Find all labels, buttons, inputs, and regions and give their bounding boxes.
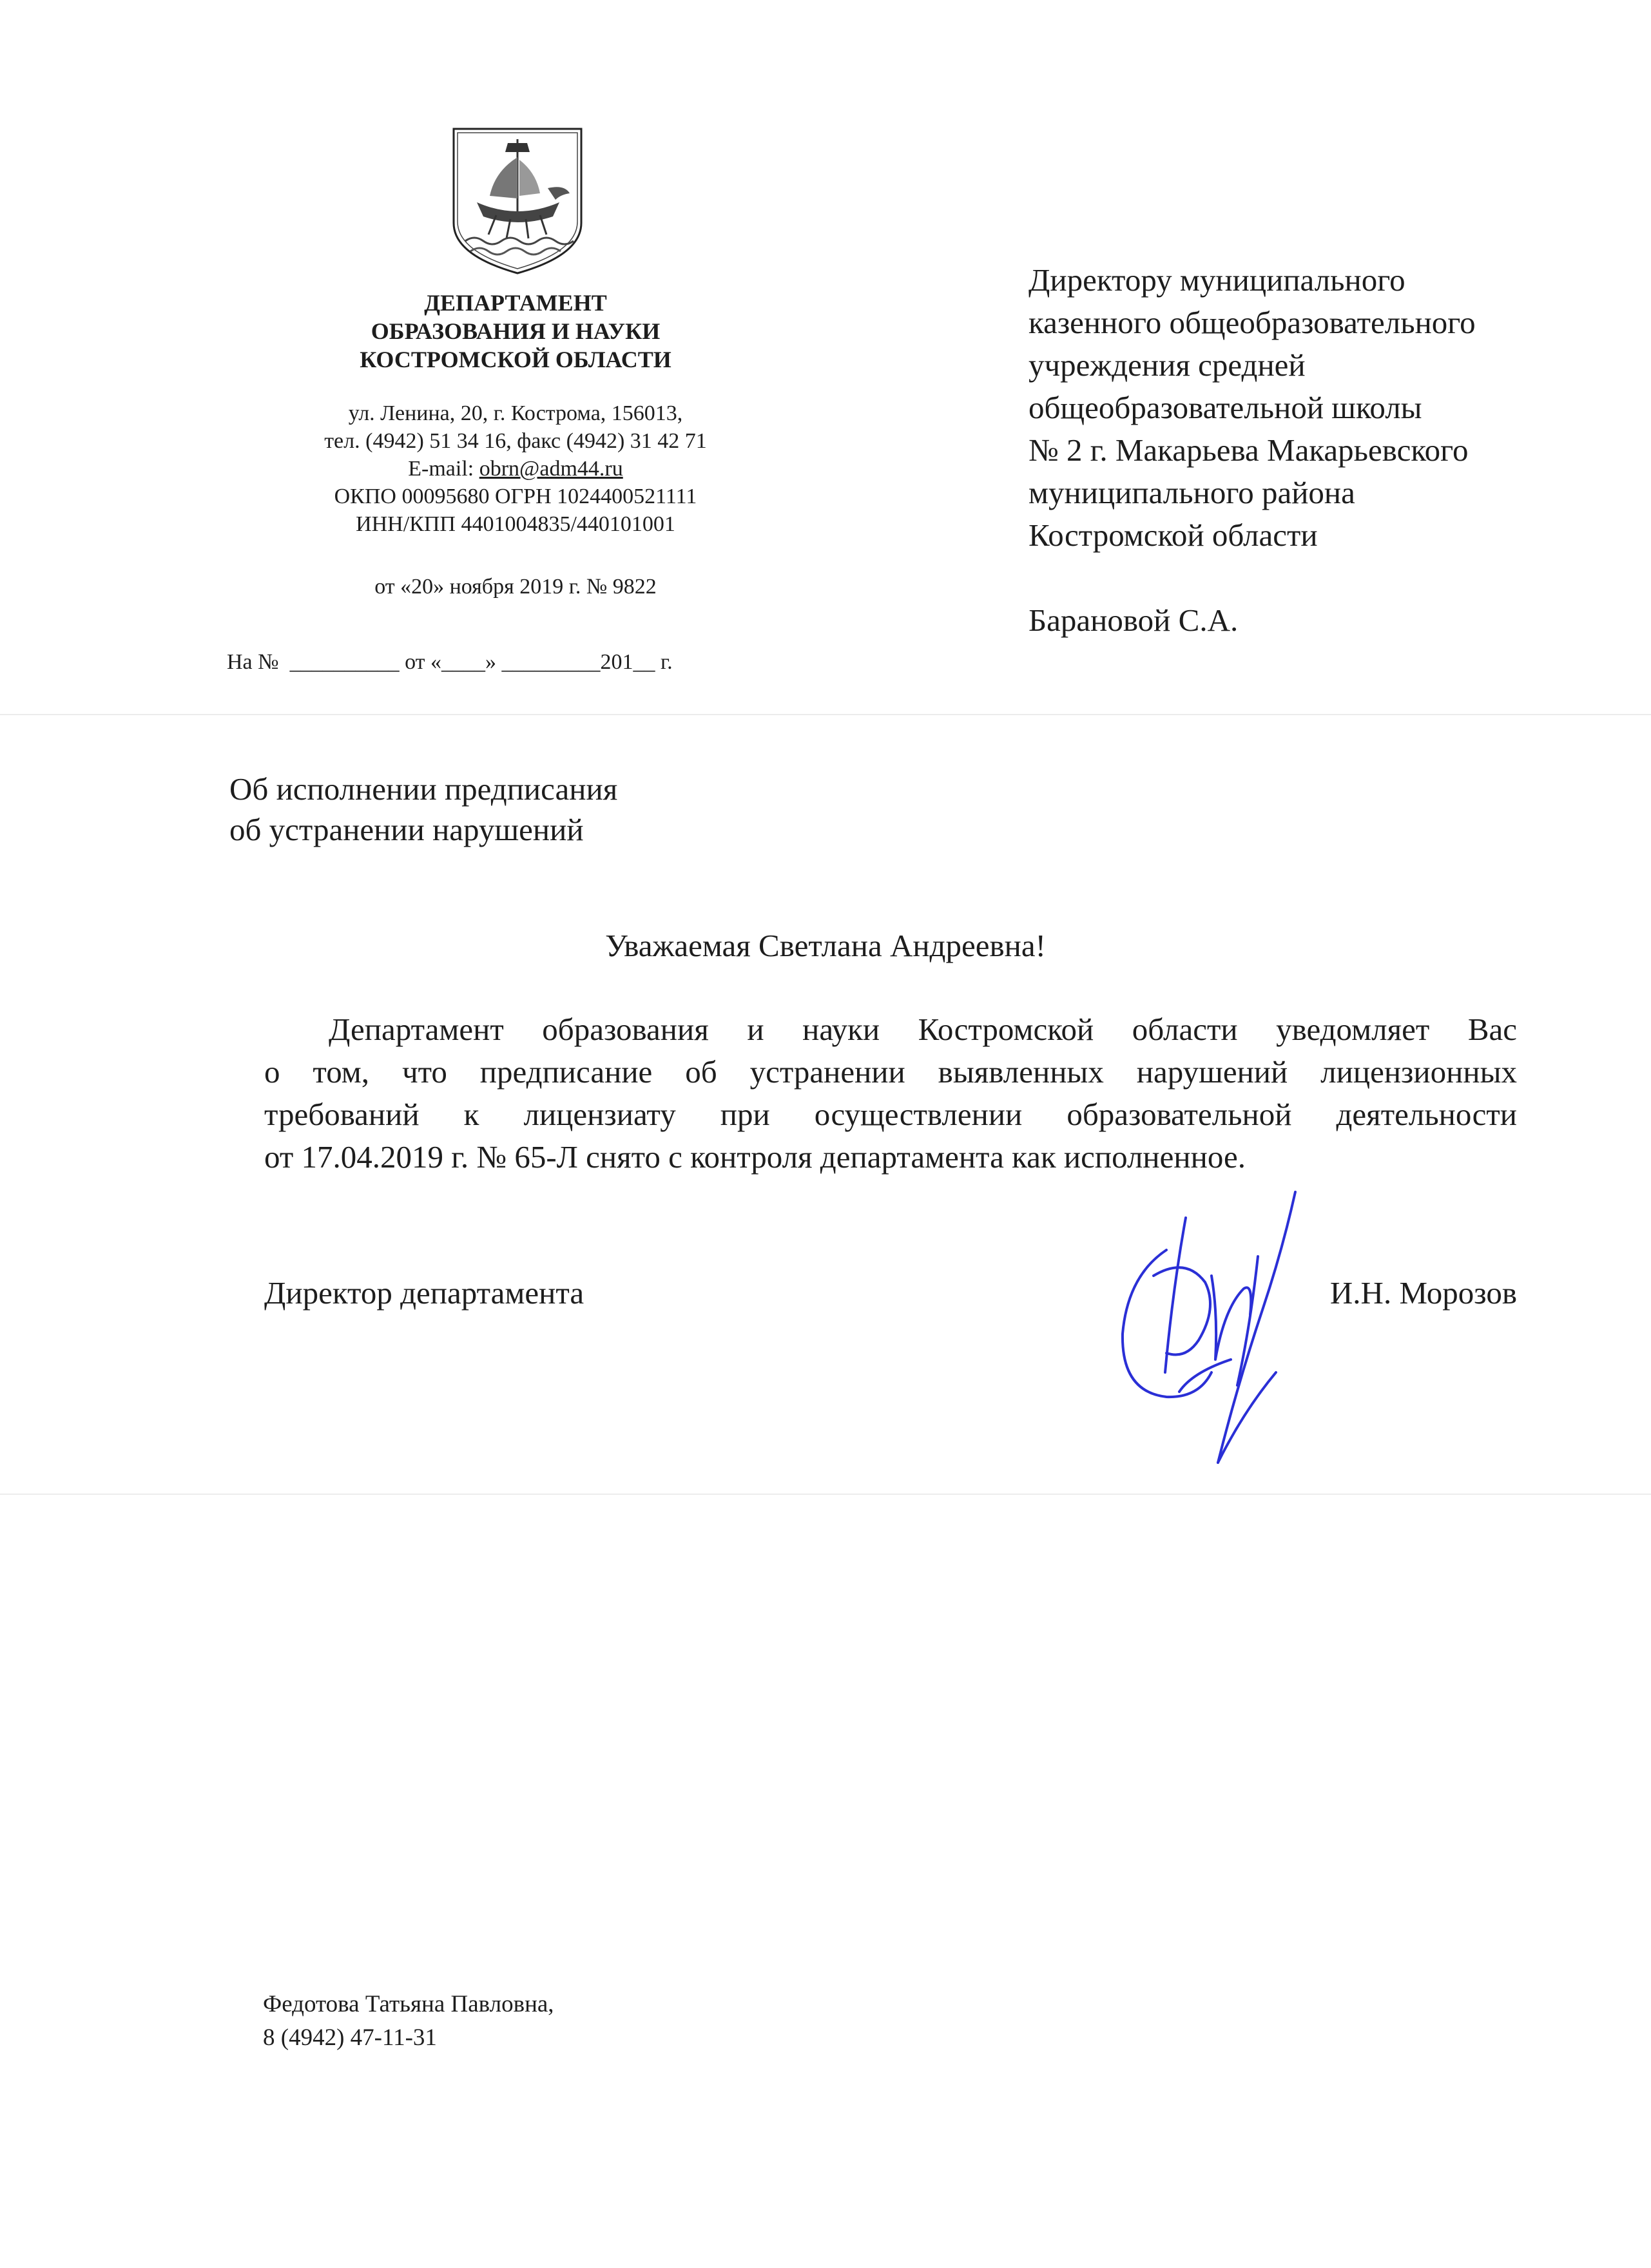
sender-header [213, 289, 818, 601]
fold-line-bottom [0, 1494, 1651, 1495]
body-line: от 17.04.2019 г. № 65-Л снято с контроля департамента как исполненное. [264, 1139, 1246, 1175]
recipient-line: казенного общеобразовательного [1028, 305, 1476, 340]
subject-line: об устранении нарушений [229, 812, 584, 847]
signoff [264, 1273, 1517, 1318]
recipient-block [1028, 259, 1641, 642]
signatory-title: Директор департамента [264, 1275, 584, 1311]
recipient-line: общеобразовательной школы [1028, 390, 1422, 425]
salutation: Уважаемая Светлана Андреевна! [605, 928, 1046, 963]
fold-line-top [0, 714, 1651, 715]
coat-of-arms-icon [451, 126, 584, 276]
executor-info [263, 1988, 554, 2055]
sender-phone-fax: тел. (4942) 51 34 16, факс (4942) 31 42 71 [324, 429, 707, 453]
body-line [264, 1008, 1517, 1051]
department-name [213, 289, 818, 374]
recipient-line: Костромской области [1028, 517, 1318, 553]
sender-email-link[interactable]: obrn@adm44.ru [479, 457, 623, 481]
sender-inn-kpp: ИНН/КПП 4401004835/440101001 [356, 512, 675, 536]
sender-okpo-ogrn: ОКПО 00095680 ОГРН 1024400521111 [334, 485, 697, 508]
letter-subject [229, 769, 617, 850]
recipient-line: № 2 г. Макарьева Макарьевского [1028, 432, 1469, 468]
body-line: требований к лицензиату при осуществлении образовательной деятельности [264, 1097, 1517, 1132]
recipient-line: муниципального района [1028, 475, 1355, 510]
body-line-text: Департамент образования и науки Костромской области уведомляет Вас [329, 1012, 1517, 1047]
recipient-line: учреждения средней [1028, 347, 1306, 383]
recipient-name: Барановой С.А. [1028, 602, 1239, 638]
document-date-number: от «20» ноября 2019 г. № 9822 [374, 575, 657, 599]
sender-address: ул. Ленина, 20, г. Кострома, 156013, [348, 401, 683, 425]
subject-line: Об исполнении предписания [229, 771, 618, 807]
executor-name: Федотова Татьяна Павловна, [263, 1991, 554, 2017]
sender-contacts [213, 399, 818, 538]
executor-phone: 8 (4942) 47-11-31 [263, 2024, 437, 2051]
signatory-name: И.Н. Морозов [1329, 1275, 1517, 1311]
department-name-line: КОСТРОМСКОЙ ОБЛАСТИ [360, 347, 671, 372]
body-line: о том, что предписание об устранении выявленных нарушений лицензионных [264, 1054, 1517, 1090]
department-name-line: ОБРАЗОВАНИЯ И НАУКИ [371, 318, 661, 344]
letter-body [264, 1008, 1517, 1178]
reference-line: На № __________ от «____» _________201__ г. [227, 650, 673, 674]
email-label: E-mail: [408, 457, 479, 481]
department-name-line: ДЕПАРТАМЕНТ [424, 290, 607, 316]
sender-email-line [213, 455, 818, 483]
handwritten-signature [1089, 1179, 1308, 1475]
recipient-line: Директору муниципального [1028, 262, 1405, 298]
